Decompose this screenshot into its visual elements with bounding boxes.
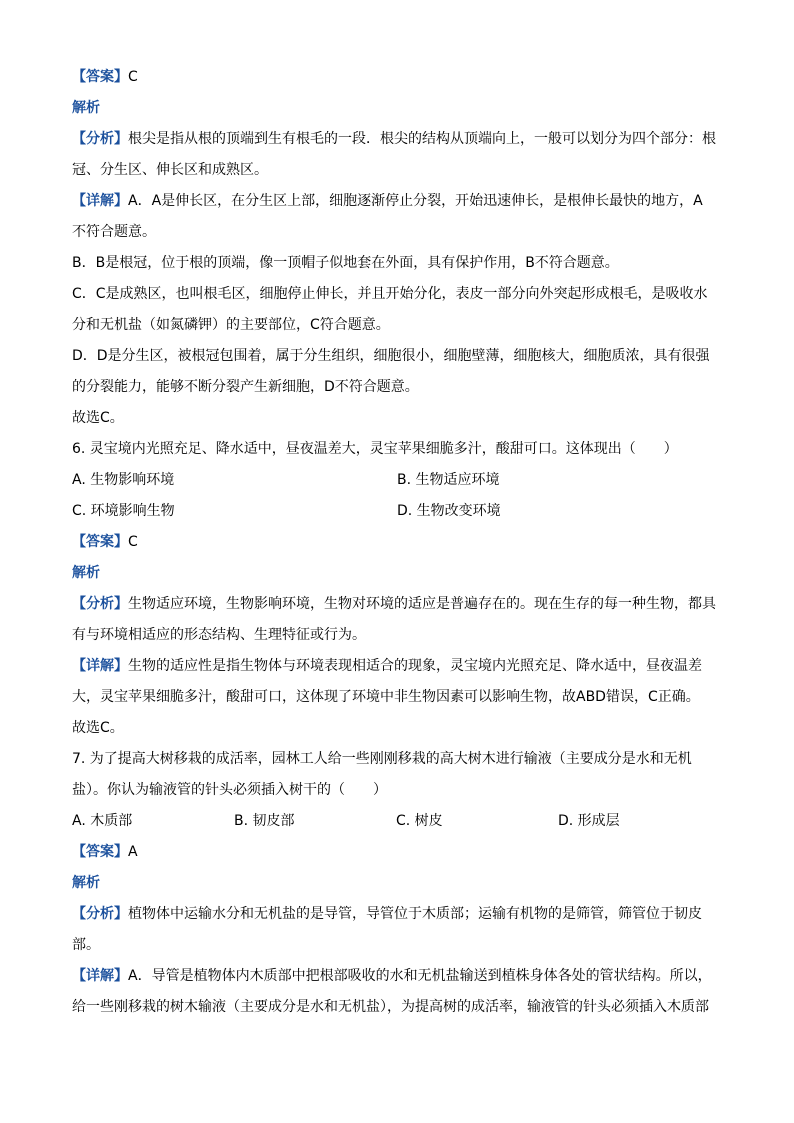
q6-options-row-2 [72, 496, 722, 527]
q6-fenxi-line-1 [72, 589, 722, 620]
q5-xiangjie-line-4: C．C是成熟区，也叫根毛区，细胞停止伸长，并且开始分化，表皮一部分向外突起形成根毛，是吸收水 [72, 286, 708, 302]
q7-fenxi-line-1 [72, 899, 722, 930]
q5-conclusion: 故选C。 [72, 410, 124, 426]
q5-analysis-title [72, 93, 722, 124]
q5-xiangjie-line-6: D．D是分生区，被根冠包围着，属于分生组织，细胞很小，细胞壁薄，细胞核大，细胞质浓，具有很强 [72, 348, 710, 364]
q6-option-b: B. 生物适应环境 [397, 472, 500, 488]
xiangjie-tag: 【详解】 [72, 658, 128, 674]
q6-analysis-title [72, 558, 722, 589]
q7-option-b: B. 韧皮部 [234, 813, 295, 829]
analysis-title: 解析 [72, 875, 100, 891]
answer-value: A [128, 844, 138, 860]
analysis-title: 解析 [72, 100, 100, 116]
q7-answer [72, 837, 722, 868]
answer-tag: 【答案】 [72, 534, 128, 550]
q6-xiangjie-line-1 [72, 651, 722, 682]
document-page [72, 62, 722, 1023]
q6-stem: 6. 灵宝境内光照充足、降水适中，昼夜温差大，灵宝苹果细脆多汁，酸甜可口。这体现出（ ） [72, 441, 678, 457]
xiangjie-text: A．A是伸长区，在分生区上部，细胞逐渐停止分裂，开始迅速伸长，是根伸长最快的地方，A [128, 193, 703, 209]
q6-fenxi-line-2: 有与环境相适应的形态结构、生理特征或行为。 [72, 627, 366, 643]
q5-fenxi-line-2: 冠、分生区、伸长区和成熟区。 [72, 162, 268, 178]
q7-stem-line-1: 7. 为了提高大树移栽的成活率，园林工人给一些刚刚移栽的高大树木进行输液（主要成分是水和无机 [72, 751, 692, 767]
q7-xiangjie-line-2: 给一些刚移栽的树木输液（主要成分是水和无机盐），为提高树的成活率，输液管的针头必须插入木质部 [72, 999, 709, 1015]
q5-xiangjie-line-3: B．B是根冠，位于根的顶端，像一顶帽子似地套在外面，具有保护作用，B不符合题意。 [72, 255, 619, 271]
fenxi-text: 生物适应环境，生物影响环境，生物对环境的适应是普遍存在的。现在生存的每一种生物，都具 [128, 596, 716, 612]
q7-option-a: A. 木质部 [72, 813, 133, 829]
answer-tag: 【答案】 [72, 69, 128, 85]
q7-stem-line-2: 盐）。你认为输液管的针头必须插入树干的（ ） [72, 782, 387, 798]
fenxi-text: 植物体中运输水分和无机盐的是导管，导管位于木质部；运输有机物的是筛管，筛管位于韧皮 [128, 906, 702, 922]
fenxi-tag: 【分析】 [72, 131, 128, 147]
xiangjie-text: A．导管是植物体内木质部中把根部吸收的水和无机盐输送到植株身体各处的管状结构。所以， [128, 968, 712, 984]
q6-options-row-1 [72, 465, 722, 496]
answer-tag: 【答案】 [72, 844, 128, 860]
q7-analysis-title [72, 868, 722, 899]
q6-option-d: D. 生物改变环境 [397, 503, 501, 519]
xiangjie-tag: 【详解】 [72, 193, 128, 209]
q7-xiangjie-line-1 [72, 961, 722, 992]
q6-option-c: C. 环境影响生物 [72, 503, 175, 519]
q7-option-d: D. 形成层 [558, 813, 620, 829]
q7-options-row [72, 806, 722, 837]
q6-xiangjie-line-2: 大，灵宝苹果细脆多汁，酸甜可口，这体现了环境中非生物因素可以影响生物，故ABD错误，C正确。 [72, 689, 700, 705]
fenxi-tag: 【分析】 [72, 906, 128, 922]
fenxi-text: 根尖是指从根的顶端到生有根毛的一段．根尖的结构从顶端向上，一般可以划分为四个部分：根 [128, 131, 716, 147]
q6-conclusion: 故选C。 [72, 720, 124, 736]
q7-option-c: C. 树皮 [396, 813, 443, 829]
q6-option-a: A. 生物影响环境 [72, 472, 175, 488]
analysis-title: 解析 [72, 565, 100, 581]
fenxi-tag: 【分析】 [72, 596, 128, 612]
q5-xiangjie-line-7: 的分裂能力，能够不断分裂产生新细胞，D不符合题意。 [72, 379, 419, 395]
q6-answer [72, 527, 722, 558]
q5-fenxi-line-1 [72, 124, 722, 155]
answer-value: C [128, 69, 138, 85]
q5-xiangjie-line-5: 分和无机盐（如氮磷钾）的主要部位，C符合题意。 [72, 317, 390, 333]
q5-xiangjie-line-2: 不符合题意。 [72, 224, 156, 240]
q5-xiangjie-line-1 [72, 186, 722, 217]
q7-fenxi-line-2: 部。 [72, 937, 100, 953]
xiangjie-text: 生物的适应性是指生物体与环境表现相适合的现象，灵宝境内光照充足、降水适中，昼夜温差 [128, 658, 702, 674]
answer-value: C [128, 534, 138, 550]
xiangjie-tag: 【详解】 [72, 968, 128, 984]
q5-answer [72, 62, 722, 93]
